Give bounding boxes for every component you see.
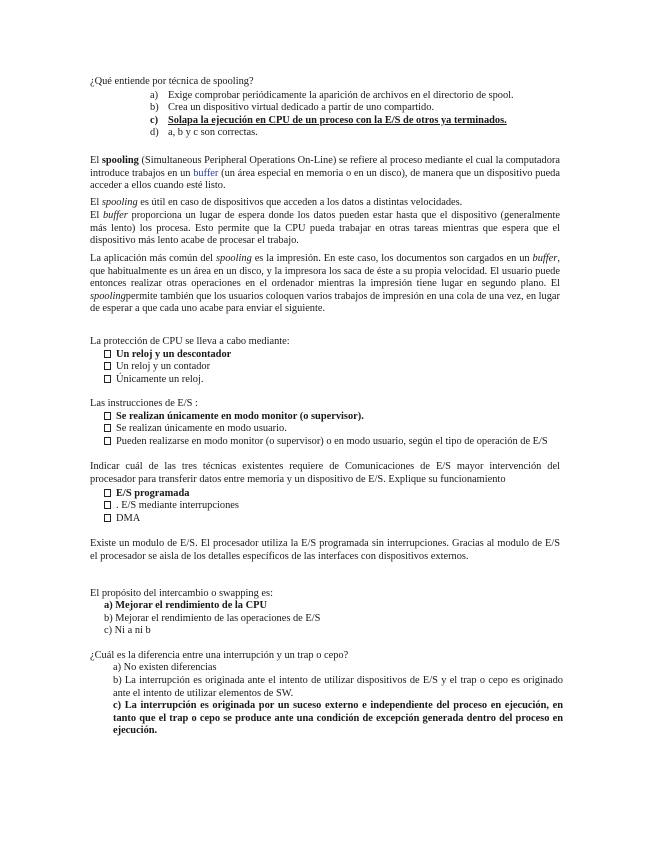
checkbox-icon[interactable] — [104, 501, 111, 509]
checkbox-option: Se realizan únicamente en modo monitor (o supervisor). — [104, 411, 364, 424]
question-interrupt-trap: ¿Cuál es la diferencia entre una interrupción y un trap o cepo? — [90, 650, 349, 661]
checkbox-icon[interactable] — [104, 437, 111, 445]
option-marker: c) — [150, 115, 159, 126]
checkbox-icon[interactable] — [104, 375, 111, 383]
checkbox-option: Únicamente un reloj. — [104, 374, 203, 387]
spooling-printing: La aplicación más común del spooling es la impresión. En este caso, los documentos son cargados en un buffer, que habitualmente es un área en un disco, y la impresora los saca de éste a su propia velocidad. El usuario puede entonces realizar otras operaciones en el ordenador mientras la impresión tiene lugar en segundo plano. El spoolingpermite también que los usuarios coloquen varios trabajos de impresión en una cola de una vez, en lugar de esperar a que cada uno acabe para enviar el siguiente. — [90, 253, 560, 315]
option-text: Solapa la ejecución en CPU de un proceso con la E/S de otros ya terminados. — [168, 115, 507, 126]
option-text: Exige comprobar periódicamente la aparición de archivos en el directorio de spool. — [168, 90, 514, 101]
io-module-explanation: Existe un modulo de E/S. El procesador utiliza la E/S programada sin interrupciones. Gracias al modulo de E/S el procesador se aisla de los detalles específicos de las interfaces con dispositivos externos. — [90, 538, 560, 562]
checkbox-option: E/S programada — [104, 488, 189, 501]
checkbox-icon[interactable] — [104, 362, 111, 370]
checkbox-option: Un reloj y un contador — [104, 361, 210, 374]
spooling-usefulness: El spooling es útil en caso de dispositivos que acceden a los datos a distintas velocidades. — [90, 197, 463, 208]
question-swapping: El propósito del intercambio o swapping es: — [90, 588, 273, 599]
swapping-option-a: a) Mejorar el rendimiento de la CPU — [104, 600, 267, 611]
question-cpu-protection: La protección de CPU se lleva a cabo mediante: — [90, 336, 290, 347]
option-b — [150, 102, 434, 115]
option-text: a, b y c son correctas. — [168, 127, 258, 138]
swapping-option-b: b) Mejorar el rendimiento de las operaciones de E/S — [104, 613, 321, 624]
question-io-instructions: Las instrucciones de E/S : — [90, 398, 198, 409]
option-text: Crea un dispositivo virtual dedicado a partir de uno compartido. — [168, 102, 435, 113]
spooling-definition: El spooling (Simultaneous Peripheral Operations On-Line) se refiere al proceso mediante el cual la computadora introduce trabajos en un buffer (un área especial en memoria o en un disco), de manera que un dispositivo pueda acceder a ellos cuando esté listo. — [90, 155, 560, 192]
question-spooling: ¿Qué entiende por técnica de spooling? — [90, 76, 254, 87]
option-marker: a) — [150, 90, 159, 101]
checkbox-icon[interactable] — [104, 489, 111, 497]
checkbox-icon[interactable] — [104, 424, 111, 432]
buffer-explanation: El buffer proporciona un lugar de espera donde los datos pueden estar hasta que el dispositivo (generalmente más lento) los procesa. Esto permite que la CPU pueda trabajar en otras tareas mientras que espera que el dispositivo más lento acabe de procesar el trabajo. — [90, 210, 560, 247]
option-d — [150, 127, 258, 140]
interrupt-option-a: a) No existen diferencias — [113, 662, 217, 673]
checkbox-option: . E/S mediante interrupciones — [104, 500, 239, 513]
checkbox-option: Se realizan únicamente en modo usuario. — [104, 423, 287, 436]
checkbox-icon[interactable] — [104, 350, 111, 358]
interrupt-option-c: c) La interrupción es originada por un suceso externo e independiente del proceso en ejecución, en tanto que el trap o cepo se produce ante una condición de excepción generada dentro del proceso en ejecución. — [113, 700, 563, 737]
checkbox-option: Un reloj y un descontador — [104, 349, 231, 362]
interrupt-option-b: b) La interrupción es originada ante el intento de utilizar dispositivos de E/S y el trap o cepo es originado ante el intento de utilizar elementos de SW. — [113, 675, 563, 699]
option-marker: b) — [150, 102, 159, 113]
checkbox-icon[interactable] — [104, 514, 111, 522]
buffer-link[interactable]: buffer — [193, 167, 219, 179]
option-c-correct — [150, 115, 507, 128]
checkbox-icon[interactable] — [104, 412, 111, 420]
question-io-techniques: Indicar cuál de las tres técnicas existentes requiere de Comunicaciones de E/S mayor intervención del procesador para transferir datos entre memoria y un dispositivo de E/S. Explique su funcionamiento — [90, 461, 560, 485]
option-marker: d) — [150, 127, 159, 138]
checkbox-option: DMA — [104, 513, 140, 526]
swapping-option-c: c) Ni a ni b — [104, 625, 151, 636]
checkbox-option: Pueden realizarse en modo monitor (o supervisor) o en modo usuario, según el tipo de operación de E/S — [104, 436, 548, 449]
option-a — [150, 90, 514, 103]
